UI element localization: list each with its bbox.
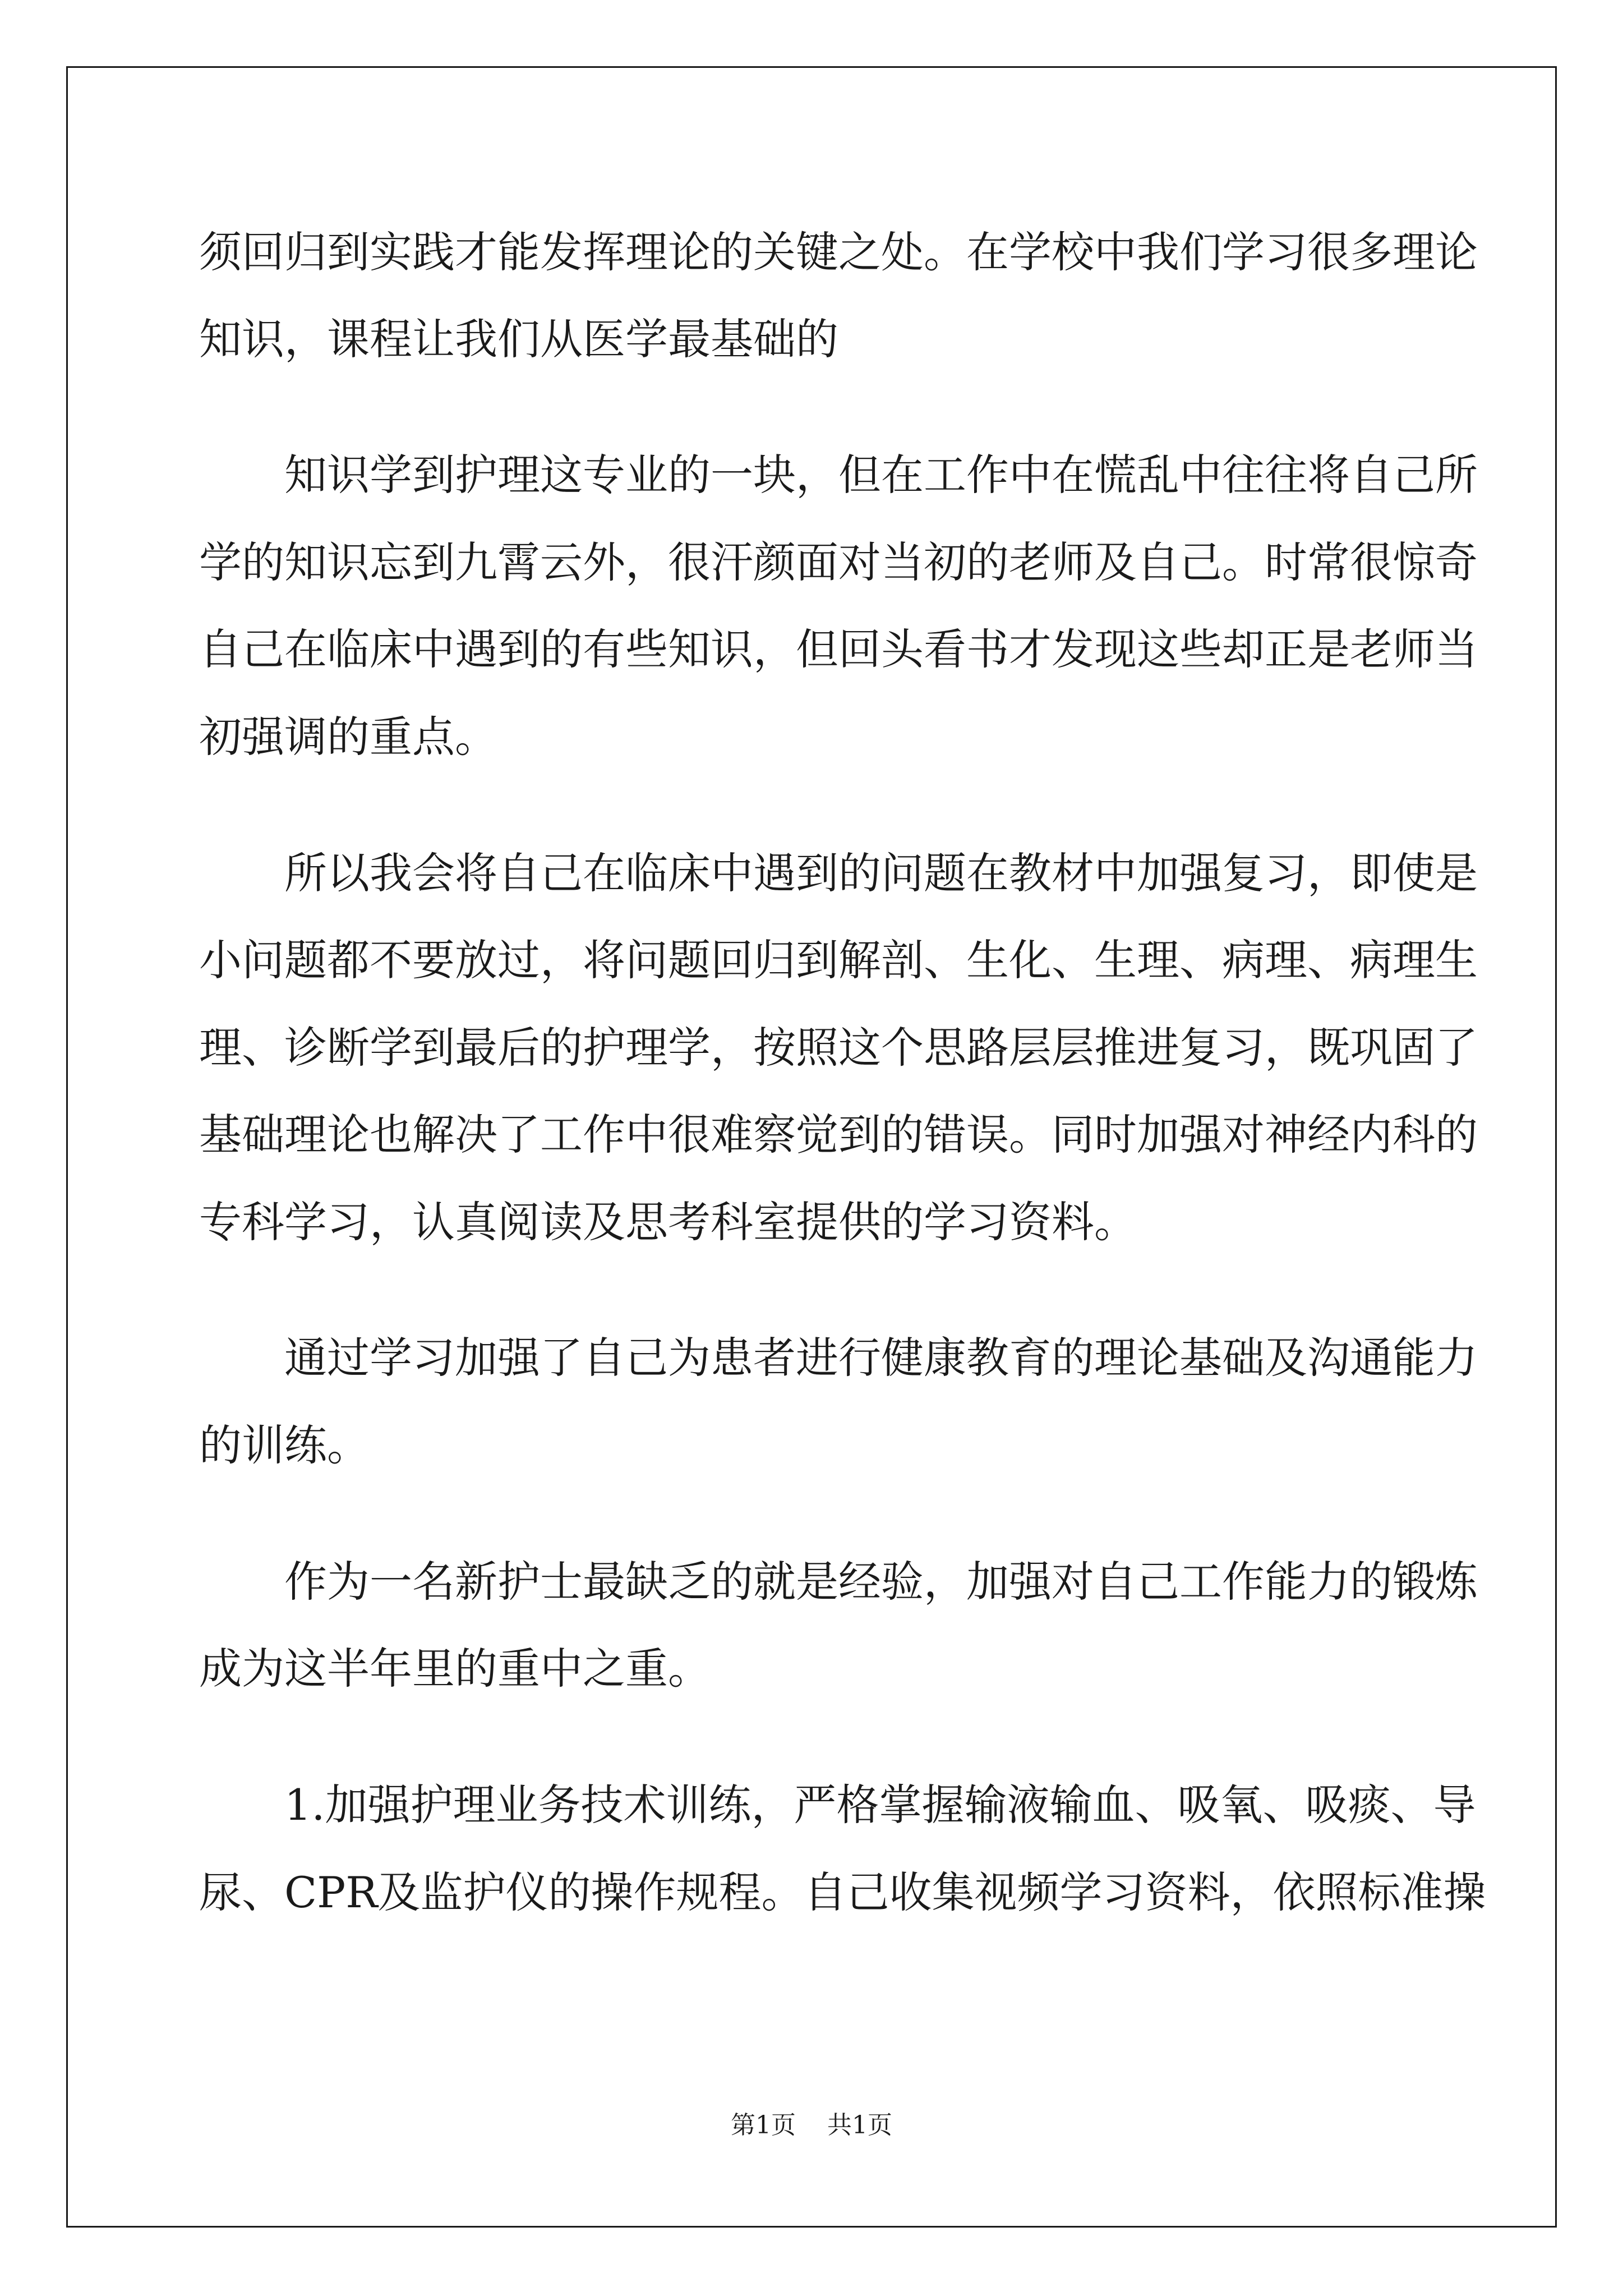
text-line: 1.加强护理业务技术训练，严格掌握输液输血、吸氧、吸痰、导 [284, 1780, 1476, 1830]
text-line: 自己在临床中遇到的有些知识，但回头看书才发现这些却正是老师当 [199, 624, 1478, 674]
text-line: 初强调的重点。 [199, 712, 497, 762]
text-line: 的训练。 [199, 1420, 370, 1470]
text-line: 基础理论也解决了工作中很难察觉到的错误。同时加强对神经内科的 [199, 1110, 1478, 1159]
text-line: 成为这半年里的重中之重。 [199, 1644, 711, 1694]
text-line: 作为一名新护士最缺乏的就是经验，加强对自己工作能力的锻炼 [284, 1557, 1478, 1607]
text-line: 须回归到实践才能发挥理论的关键之处。在学校中我们学习很多理论 [199, 227, 1478, 277]
text-line: 知识学到护理这专业的一块，但在工作中在慌乱中往往将自己所 [284, 450, 1478, 500]
text-line: 理、诊断学到最后的护理学，按照这个思路层层推进复习，既巩固了 [199, 1023, 1478, 1073]
text-line: 知识，课程让我们从医学最基础的 [199, 314, 838, 364]
text-line: 专科学习，认真阅读及思考科室提供的学习资料。 [199, 1197, 1137, 1247]
text-line: 小问题都不要放过，将问题回归到解剖、生化、生理、病理、病理生 [199, 935, 1478, 985]
text-line: 通过学习加强了自己为患者进行健康教育的理论基础及沟通能力 [284, 1333, 1478, 1383]
page-number-footer: 第1页 共1页 [731, 2111, 892, 2139]
text-line: 学的知识忘到九霄云外，很汗颜面对当初的老师及自己。时常很惊奇 [199, 537, 1478, 587]
text-line: 所以我会将自己在临床中遇到的问题在教材中加强复习，即使是 [284, 848, 1478, 898]
text-line: 尿、CPR及监护仪的操作规程。自己收集视频学习资料，依照标准操 [199, 1867, 1486, 1917]
